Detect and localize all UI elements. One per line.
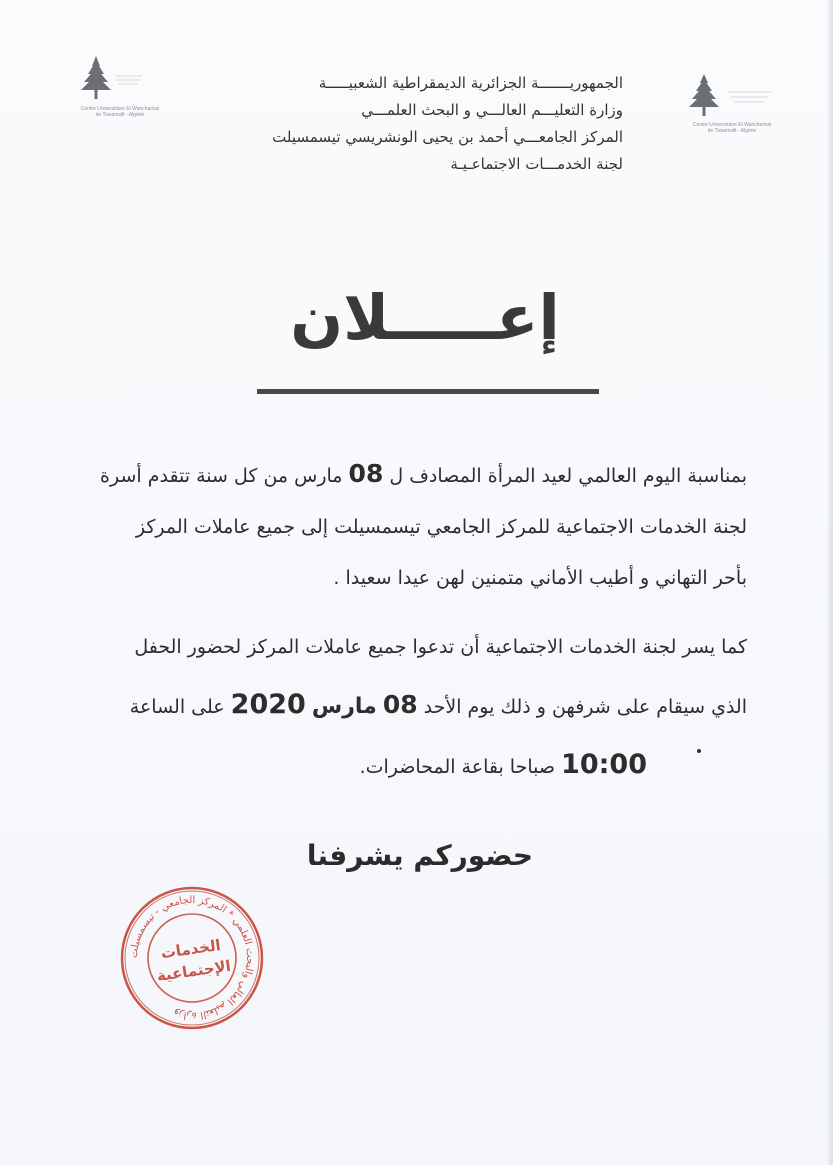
date-day-number: 08 bbox=[348, 459, 384, 488]
stamp-center-line-2: الإجتماعية bbox=[155, 956, 232, 985]
logo-left-caption-2: de Tissemsilt - Algérie bbox=[95, 112, 145, 118]
paragraph-2-line-3 bbox=[87, 736, 747, 796]
university-logo-left bbox=[70, 52, 170, 122]
page-title: إعـــــلان bbox=[290, 281, 560, 354]
page-edge-shadow bbox=[827, 0, 833, 1165]
stamp-seal-icon bbox=[118, 884, 266, 1032]
paragraph-1-line-3: بأحر التهاني و أطيب الأماني متمنين لهن عيدا سعيدا . bbox=[333, 567, 747, 589]
paragraph-1-line-1-text-b: مارس من كل سنة تتقدم أسرة bbox=[100, 465, 343, 487]
paragraph-2-line-1: كما يسر لجنة الخدمات الاجتماعية أن تدعوا جميع عاملات المركز لحضور الحفل bbox=[134, 636, 747, 658]
event-day-number: 08 bbox=[382, 690, 418, 719]
university-logo-right bbox=[682, 70, 782, 140]
announcement-paragraph-1 bbox=[87, 448, 747, 604]
event-month: مارس bbox=[311, 694, 377, 719]
document-header bbox=[203, 70, 623, 178]
header-committee: لجنة الخدمـــات الاجتماعـيـة bbox=[450, 155, 623, 173]
logo-left-caption-1: Centre Universitaire El Wancharissi bbox=[80, 106, 160, 112]
stray-dot bbox=[697, 749, 701, 753]
header-university: المركز الجامعـــي أحمد بن يحيى الونشريسي تيسمسيلت bbox=[272, 128, 623, 146]
paragraph-1-line-2: لجنة الخدمات الاجتماعية للمركز الجامعي تيسمسيلت إلى جميع عاملات المركز bbox=[135, 516, 747, 538]
paragraph-1-line-1-text-a: بمناسبة اليوم العالمي لعيد المرأة المصادف ل bbox=[389, 465, 747, 487]
cedar-tree-icon bbox=[682, 70, 782, 120]
closing-phrase: حضوركم يشرفنا bbox=[306, 839, 534, 872]
stamp-ring-text: وزارة التعليم العالي والبحث العلمي * المركز الجامعي - تيسمسيلت bbox=[128, 894, 256, 1022]
header-republic: الجمهوريـــــــة الجزائرية الديمقراطية الشعبيـــــة bbox=[318, 74, 623, 92]
logo-right-caption-2: de Tissemsilt - Algérie bbox=[707, 128, 757, 134]
logo-right-caption-1: Centre Universitaire El Wancharissi bbox=[692, 122, 772, 128]
paragraph-2-line-2-text-a: الذي سيقام على شرفهن و ذلك يوم الأحد bbox=[423, 696, 747, 718]
stamp-center-line-1: الخدمات bbox=[159, 935, 222, 963]
header-ministry: وزارة التعليـــم العالـــي و البحث العلمـــي bbox=[361, 101, 623, 119]
official-stamp bbox=[118, 884, 266, 1032]
title-underline bbox=[257, 389, 599, 394]
paragraph-2-line-2 bbox=[87, 676, 747, 736]
event-time: 10:00 bbox=[561, 749, 647, 780]
cedar-tree-icon bbox=[70, 52, 170, 104]
announcement-paragraph-2 bbox=[87, 618, 747, 796]
event-year: 2020 bbox=[230, 689, 306, 720]
paragraph-1-line-1 bbox=[87, 448, 747, 502]
paragraph-2-line-3-text: صباحا بقاعة المحاضرات. bbox=[359, 756, 555, 778]
paragraph-2-line-2-text-c: على الساعة bbox=[129, 696, 225, 718]
